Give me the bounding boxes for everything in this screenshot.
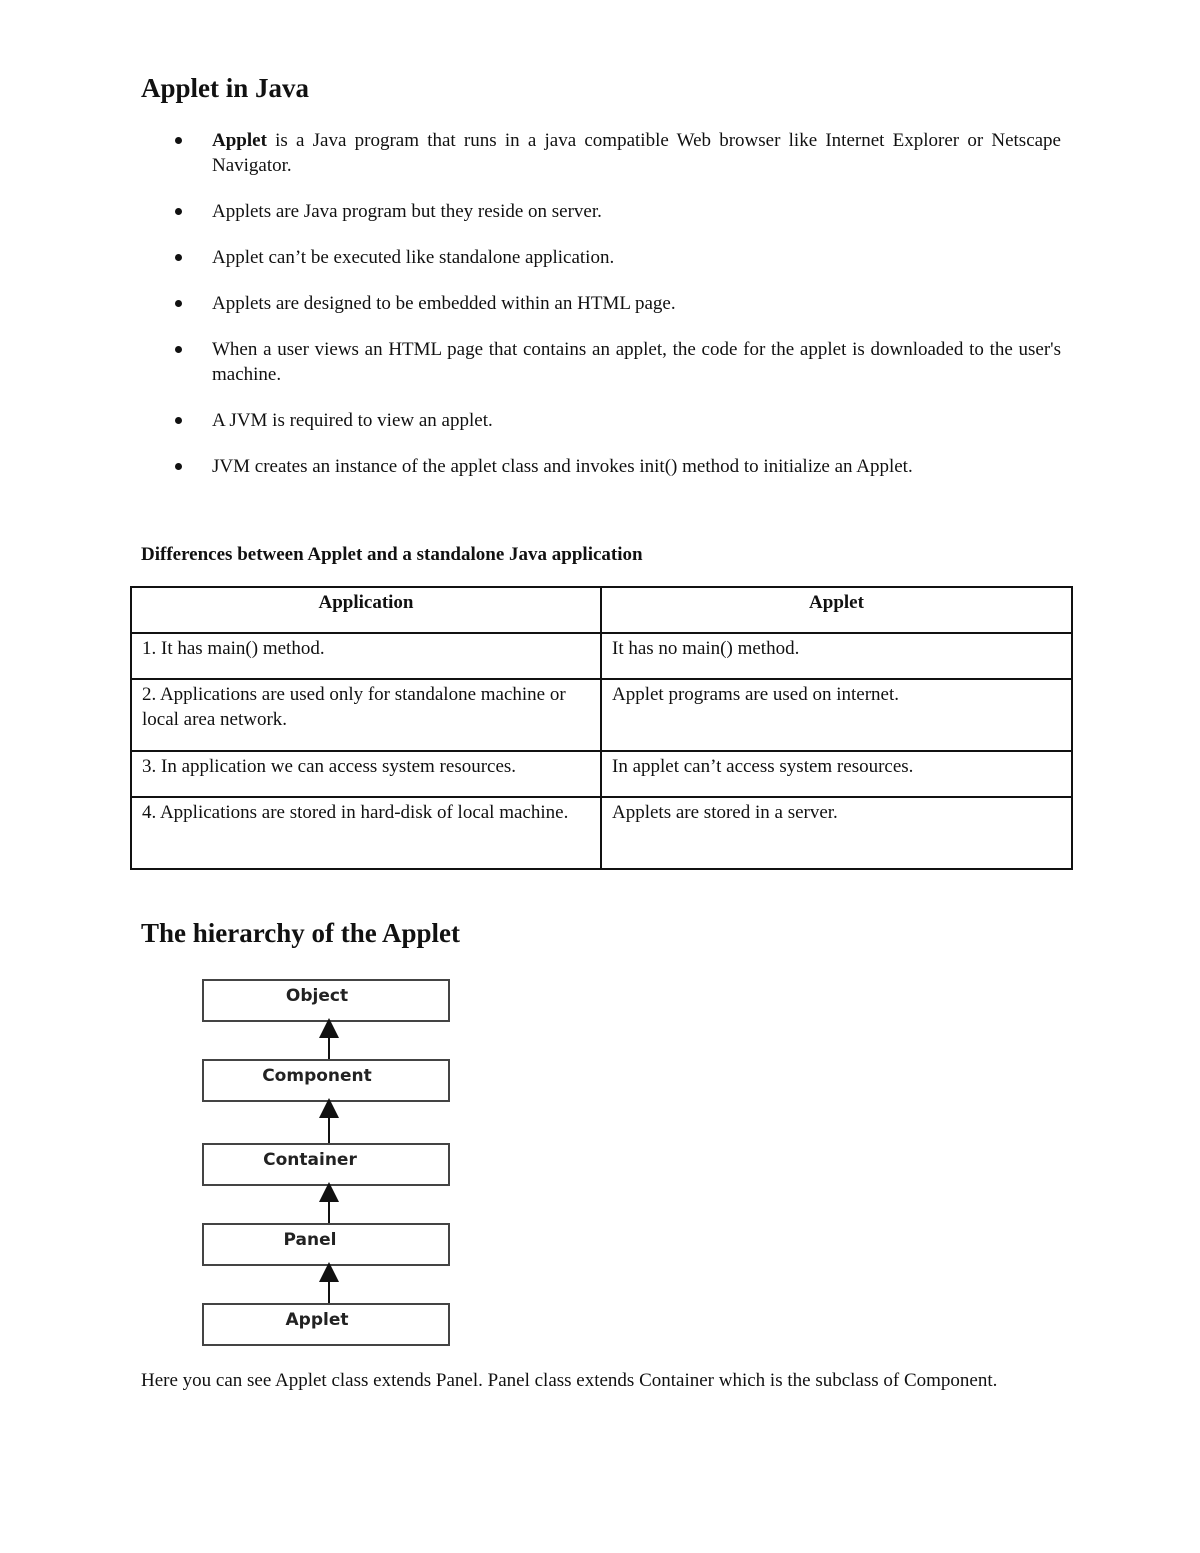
page-title: Applet in Java <box>141 73 310 103</box>
closing-paragraph: Here you can see Applet class extends Panel. Panel class extends Container which is the subclass of Component. <box>141 1370 998 1391</box>
list-item <box>141 128 1061 178</box>
table-cell: 4. Applications are stored in hard-disk of local machine. <box>131 797 601 869</box>
node-label: Object <box>285 986 349 1006</box>
table-cell: In applet can’t access system resources. <box>601 751 1072 797</box>
table-row <box>131 679 1072 751</box>
hierarchy-node-applet <box>203 1304 449 1345</box>
applet-term: Applet <box>212 130 267 151</box>
differences-heading: Differences between Applet and a standalone Java application <box>141 544 643 565</box>
table-header-row <box>131 587 1072 633</box>
list-item: Applets are designed to be embedded within an HTML page. <box>141 291 1061 316</box>
table-cell: 1. It has main() method. <box>131 633 601 679</box>
hierarchy-node-component <box>203 1060 449 1101</box>
list-item: A JVM is required to view an applet. <box>141 408 1061 433</box>
table-row <box>131 797 1072 869</box>
column-header-application: Application <box>131 587 601 633</box>
node-label: Applet <box>285 1310 349 1330</box>
applet-hierarchy-diagram <box>200 976 460 1351</box>
table-cell: 3. In application we can access system resources. <box>131 751 601 797</box>
table-cell: Applets are stored in a server. <box>601 797 1072 869</box>
hierarchy-node-container <box>203 1144 449 1185</box>
list-item-text: is a Java program that runs in a java compatible Web browser like Internet Explorer or Netscape Navigator. <box>212 130 1061 176</box>
applet-facts-list <box>141 128 1061 500</box>
list-item: Applet can’t be executed like standalone application. <box>141 245 1061 270</box>
node-label: Component <box>262 1066 372 1086</box>
list-item: JVM creates an instance of the applet class and invokes init() method to initialize an Applet. <box>141 454 1061 479</box>
table-row <box>131 751 1072 797</box>
column-header-applet: Applet <box>601 587 1072 633</box>
list-item: Applets are Java program but they reside on server. <box>141 199 1061 224</box>
node-label: Container <box>263 1150 357 1170</box>
differences-table <box>130 586 1073 870</box>
table-cell: It has no main() method. <box>601 633 1072 679</box>
list-item: When a user views an HTML page that contains an applet, the code for the applet is downloaded to the user's machine. <box>141 337 1061 387</box>
hierarchy-heading: The hierarchy of the Applet <box>141 918 460 948</box>
table-cell: 2. Applications are used only for standalone machine or local area network. <box>131 679 601 751</box>
hierarchy-node-object <box>203 980 449 1021</box>
hierarchy-node-panel <box>203 1224 449 1265</box>
table-cell: Applet programs are used on internet. <box>601 679 1072 751</box>
node-label: Panel <box>283 1230 337 1250</box>
table-row <box>131 633 1072 679</box>
